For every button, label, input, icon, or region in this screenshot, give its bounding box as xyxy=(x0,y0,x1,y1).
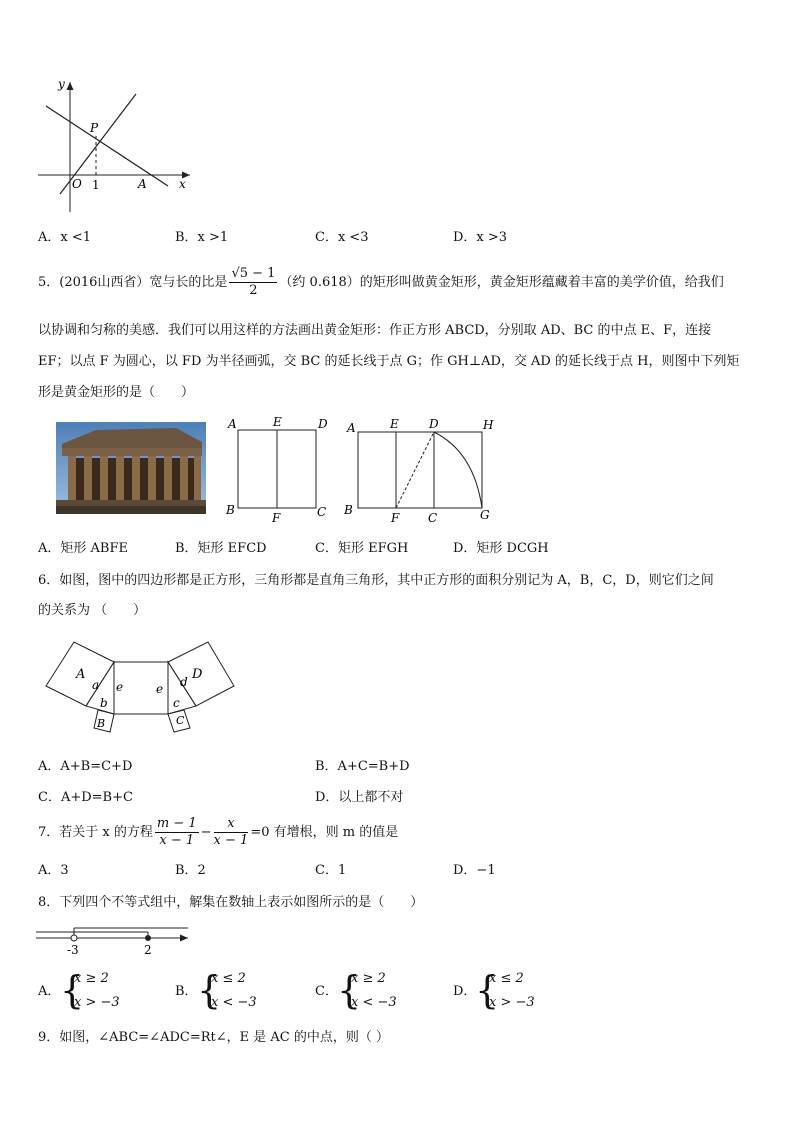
q5-first-line xyxy=(38,266,724,299)
q5-option-c: C．矩形 EFGH xyxy=(315,541,409,556)
q6-line-2: 的关系为 （ ） xyxy=(38,603,147,618)
fig2-label-E: E xyxy=(390,417,399,431)
q6-label-e2: e xyxy=(156,682,164,696)
q8-option-b-top: x ≤ 2 xyxy=(211,971,246,986)
q8-option-a-bottom: x > −3 xyxy=(74,995,120,1010)
q6-label-D: D xyxy=(192,667,203,682)
q6-option-d: D．以上都不对 xyxy=(315,790,404,805)
q4-option-a: A．x <1 xyxy=(38,230,92,245)
q8-number-line xyxy=(36,922,196,958)
q5-fraction xyxy=(229,266,277,299)
q8-option-a xyxy=(38,970,158,1014)
q6-label-c: c xyxy=(173,696,180,710)
q7-f1-den: x − 1 xyxy=(159,833,195,848)
fig1-label-C: C xyxy=(317,505,327,519)
q8-option-c-letter: C． xyxy=(315,984,338,999)
q5-line-4: 形是黄金矩形的是（ ） xyxy=(38,385,195,400)
q7-f2-den: x − 1 xyxy=(213,833,249,848)
q8-option-b-brace: { xyxy=(197,968,222,1012)
q7-f2-num: x xyxy=(214,816,249,833)
q5-frac-num: √5 − 1 xyxy=(231,266,276,281)
q7-option-a: A．3 xyxy=(38,863,69,878)
q8-option-b xyxy=(175,970,295,1014)
q8-option-d xyxy=(453,970,573,1014)
q5-prefix: 5．(2016山西省）宽与长的比是 xyxy=(38,275,228,290)
q8-option-d-letter: D． xyxy=(453,984,477,999)
q8-option-a-letter: A． xyxy=(38,984,61,999)
q6-label-d: d xyxy=(180,675,188,689)
q7-option-d: D．−1 xyxy=(453,863,496,878)
q4-label-y: y xyxy=(58,77,65,91)
q4-label-A: A xyxy=(138,177,147,191)
q8-option-c-top: x ≥ 2 xyxy=(351,971,386,986)
q6-label-C: C xyxy=(176,714,185,727)
q8-option-d-bottom: x > −3 xyxy=(489,995,535,1010)
fig2-label-D: D xyxy=(429,417,439,431)
q7-option-c: C．1 xyxy=(315,863,347,878)
q4-label-P: P xyxy=(90,121,99,135)
q7-option-b: B．2 xyxy=(175,863,206,878)
q8-option-a-top: x ≥ 2 xyxy=(74,971,109,986)
q4-label-1: 1 xyxy=(92,178,100,192)
fig2-label-F: F xyxy=(391,511,400,525)
q4-label-O: O xyxy=(72,177,82,191)
fig2-label-A: A xyxy=(347,421,356,435)
q5-line-3: EF；以点 F 为圆心，以 FD 为半径画弧，交 BC 的延长线于点 G；作 GH⊥AD，交 AD 的延长线于点 H，则图中下列矩 xyxy=(38,354,740,369)
q5-frac-den: 2 xyxy=(249,283,258,298)
q4-option-c: C．x <3 xyxy=(315,230,369,245)
q5-option-a: A．矩形 ABFE xyxy=(38,541,128,556)
q7-line xyxy=(38,816,398,849)
q5-option-b: B．矩形 EFCD xyxy=(175,541,267,556)
q5-figure-square xyxy=(222,412,334,526)
q6-label-b: b xyxy=(100,696,108,710)
q8-option-c-bottom: x < −3 xyxy=(351,995,397,1010)
q6-label-B: B xyxy=(97,717,106,730)
q7-f1-num: m − 1 xyxy=(156,816,197,831)
q6-squares-figure xyxy=(42,636,242,740)
fig1-label-B: B xyxy=(226,503,235,517)
parthenon-photo xyxy=(56,422,206,514)
q4-option-b: B．x >1 xyxy=(175,230,229,245)
q9-line-1: 9．如图，∠ABC=∠ADC=Rt∠，E 是 AC 的中点，则（ ） xyxy=(38,1030,389,1045)
q7-minus: − xyxy=(200,825,212,840)
q5-line-2: 以协调和匀称的美感．我们可以用这样的方法画出黄金矩形：作正方形 ABCD，分别取 AD、BC 的中点 E、F，连接 xyxy=(38,323,712,338)
q6-label-a: a xyxy=(92,678,100,692)
fig2-label-B: B xyxy=(344,503,353,517)
q8-option-a-brace: { xyxy=(60,968,85,1012)
q8-axis-label-left: -3 xyxy=(67,943,79,957)
q7-fraction-2 xyxy=(214,816,249,849)
q5-figure-golden-rectangle xyxy=(342,412,502,526)
q8-option-c xyxy=(315,970,435,1014)
fig1-label-F: F xyxy=(272,511,281,525)
q4-coordinate-graph xyxy=(32,72,202,218)
q8-option-b-bottom: x < −3 xyxy=(211,995,257,1010)
fig2-label-H: H xyxy=(483,418,494,432)
q8-option-d-brace: { xyxy=(475,968,500,1012)
q5-option-d: D．矩形 DCGH xyxy=(453,541,549,556)
q8-option-c-brace: { xyxy=(337,968,362,1012)
q8-option-b-letter: B． xyxy=(175,984,198,999)
q6-label-A: A xyxy=(76,667,86,682)
q6-line-1: 6．如图，图中的四边形都是正方形，三角形都是直角三角形，其中正方形的面积分别记为 A，B，C，D，则它们之间 xyxy=(38,573,714,588)
fig1-label-A: A xyxy=(228,417,237,431)
q7-suffix: =0 有增根，则 m 的值是 xyxy=(250,825,399,840)
q8-line-1: 8．下列四个不等式组中，解集在数轴上表示如图所示的是（ ） xyxy=(38,895,424,910)
fig2-label-C: C xyxy=(428,511,438,525)
fig1-label-E: E xyxy=(273,415,282,429)
q7-fraction-1 xyxy=(155,816,199,849)
q5-suffix: （约 0.618）的矩形叫做黄金矩形，黄金矩形蕴藏着丰富的美学价值，给我们 xyxy=(279,275,724,290)
q6-option-c: C．A+D=B+C xyxy=(38,790,133,805)
q8-axis-label-right: 2 xyxy=(144,943,152,957)
q6-option-b: B．A+C=B+D xyxy=(315,759,410,774)
q7-prefix: 7．若关于 x 的方程 xyxy=(38,825,153,840)
fig2-label-G: G xyxy=(480,508,490,522)
q4-option-d: D．x >3 xyxy=(453,230,508,245)
q4-label-x: x xyxy=(179,177,186,191)
fig1-label-D: D xyxy=(318,417,328,431)
q8-option-d-top: x ≤ 2 xyxy=(489,971,524,986)
q6-label-e1: e xyxy=(116,680,124,694)
q6-option-a: A．A+B=C+D xyxy=(38,759,133,774)
